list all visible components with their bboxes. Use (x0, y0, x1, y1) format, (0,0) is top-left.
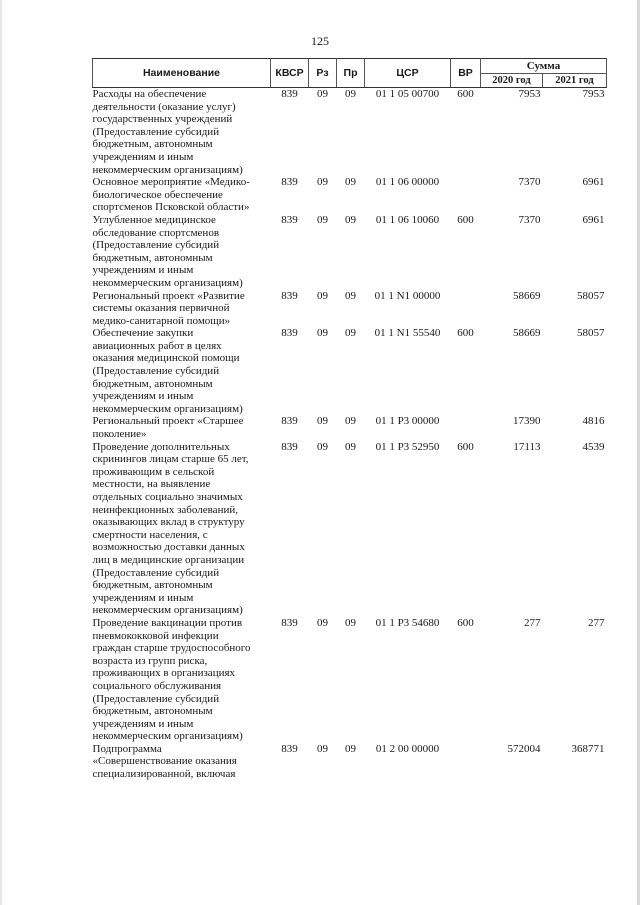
cell-rz: 09 (317, 213, 328, 226)
cell-csr: 01 1 P3 00000 (375, 415, 440, 428)
cell-name: Основное мероприятие «Медико- биологическое обеспечение спортсменов Псковской области» (92, 176, 250, 214)
cell-rz: 09 (317, 289, 328, 302)
cell-csr: 01 1 P3 52950 (375, 440, 440, 453)
cell-csr: 01 1 P3 54680 (375, 616, 440, 629)
cell-csr: 01 2 00 00000 (375, 742, 440, 755)
cell-vr (451, 415, 481, 440)
cell-rz: 09 (317, 415, 328, 428)
header-year-2021: 2021 год (543, 74, 607, 88)
cell-vr (451, 176, 481, 214)
cell-name: Региональный проект «Старшее поколение» (92, 415, 244, 441)
cell-name: Региональный проект «Развитие системы оказания первичной медико-санитарной помощи» (92, 289, 245, 327)
cell-name: Проведение дополнительных скринингов лицам старше 65 лет, проживающим в сельской местности, на выявление отдельных социально значимых неинфекционных заболеваний, оказывающих вклад в структуру смертности населения, с возможностью доставки данных лиц в медицинские организации (Предоставление субсидий бюджетным, автономным учреждениям и иным некоммерческим организациям) (92, 440, 249, 617)
cell-rz: 09 (317, 327, 328, 340)
table-row (93, 327, 607, 415)
cell-amount-2020: 58669 (513, 327, 541, 340)
cell-vr: 600 (457, 213, 474, 226)
cell-amount-2020: 7953 (518, 88, 541, 100)
cell-amount-2020: 277 (524, 616, 541, 629)
cell-kvsr: 839 (281, 88, 298, 100)
cell-name: Подпрограмма «Совершенствование оказания специализированной, включая (92, 742, 237, 781)
cell-kvsr: 839 (281, 327, 298, 340)
cell-amount-2021: 58057 (577, 327, 605, 340)
header-rz: Рз (309, 59, 337, 88)
cell-rz: 09 (317, 88, 328, 100)
cell-vr: 600 (457, 616, 474, 629)
cell-rz: 09 (317, 616, 328, 629)
cell-vr (451, 743, 481, 781)
cell-amount-2021: 4816 (582, 415, 605, 428)
header-csr: ЦСР (365, 59, 451, 88)
cell-name: Проведение вакцинации против пневмококковой инфекции граждан старше трудоспособного возраста из групп риска, проживающих в организациях социального обслуживания (Предоставление субсидий бюджетным, автономным учреждениям и иным некоммерческим организациям) (92, 616, 251, 743)
cell-amount-2021: 368771 (571, 742, 605, 755)
budget-table (92, 58, 607, 781)
cell-amount-2020: 17390 (513, 415, 541, 428)
cell-kvsr: 839 (281, 616, 298, 629)
cell-csr: 01 1 06 10060 (375, 213, 440, 226)
cell-vr: 600 (457, 440, 474, 453)
cell-vr: 600 (457, 88, 474, 100)
header-name: Наименование (93, 59, 271, 88)
header-kvsr: КВСР (271, 59, 309, 88)
cell-name: Углубленное медицинское обследование спортсменов (Предоставление субсидий бюджетным, автономным учреждениям и иным некоммерческим организациям) (92, 213, 243, 289)
cell-csr: 01 1 06 00000 (375, 176, 440, 189)
cell-pr: 09 (345, 289, 356, 302)
cell-amount-2020: 572004 (507, 742, 541, 755)
cell-pr: 09 (345, 176, 356, 189)
table-body (93, 88, 607, 781)
cell-pr: 09 (345, 440, 356, 453)
cell-pr: 09 (345, 616, 356, 629)
cell-amount-2020: 7370 (518, 176, 541, 189)
cell-pr: 09 (345, 742, 356, 755)
cell-pr: 09 (345, 213, 356, 226)
cell-csr: 01 1 05 00700 (375, 88, 440, 100)
cell-amount-2021: 58057 (577, 289, 605, 302)
cell-name: Обеспечение закупки авиационных работ в целях оказания медицинской помощи (Предоставление субсидий бюджетным, автономным учреждениям и иным некоммерческим организациям) (92, 327, 243, 415)
cell-rz: 09 (317, 742, 328, 755)
cell-amount-2021: 6961 (582, 213, 605, 226)
cell-kvsr: 839 (281, 440, 298, 453)
header-pr: Пр (337, 59, 365, 88)
cell-amount-2020: 17113 (513, 440, 541, 453)
cell-pr: 09 (345, 88, 356, 100)
header-year-2020: 2020 год (481, 74, 543, 88)
table-row (93, 415, 607, 440)
scan-edge-left (0, 0, 2, 905)
cell-csr: 01 1 N1 55540 (374, 327, 441, 340)
cell-vr: 600 (457, 327, 474, 340)
cell-amount-2021: 277 (588, 616, 605, 629)
table-row (93, 290, 607, 328)
table-row (93, 617, 607, 743)
cell-name: Расходы на обеспечение деятельности (оказание услуг) государственных учреждений (Предоставление субсидий бюджетным, автономным учреждениям и иным некоммерческим организациям) (92, 88, 243, 176)
header-vr: ВР (451, 59, 481, 88)
cell-amount-2020: 58669 (513, 289, 541, 302)
cell-rz: 09 (317, 440, 328, 453)
cell-pr: 09 (345, 327, 356, 340)
table-row (93, 88, 607, 177)
cell-amount-2021: 7953 (582, 88, 605, 100)
cell-pr: 09 (345, 415, 356, 428)
cell-amount-2021: 4539 (582, 440, 605, 453)
header-sum: Сумма (481, 59, 607, 74)
cell-kvsr: 839 (281, 415, 298, 428)
cell-kvsr: 839 (281, 176, 298, 189)
table-row (93, 743, 607, 781)
cell-amount-2020: 7370 (518, 213, 541, 226)
page-number: 125 (311, 34, 329, 48)
table-row (93, 214, 607, 290)
cell-kvsr: 839 (281, 742, 298, 755)
cell-vr (451, 290, 481, 328)
cell-kvsr: 839 (281, 289, 298, 302)
cell-amount-2021: 6961 (582, 176, 605, 189)
cell-kvsr: 839 (281, 213, 298, 226)
table-row (93, 176, 607, 214)
cell-rz: 09 (317, 176, 328, 189)
table-header (93, 59, 607, 88)
table-row (93, 441, 607, 617)
cell-csr: 01 1 N1 00000 (374, 289, 441, 302)
